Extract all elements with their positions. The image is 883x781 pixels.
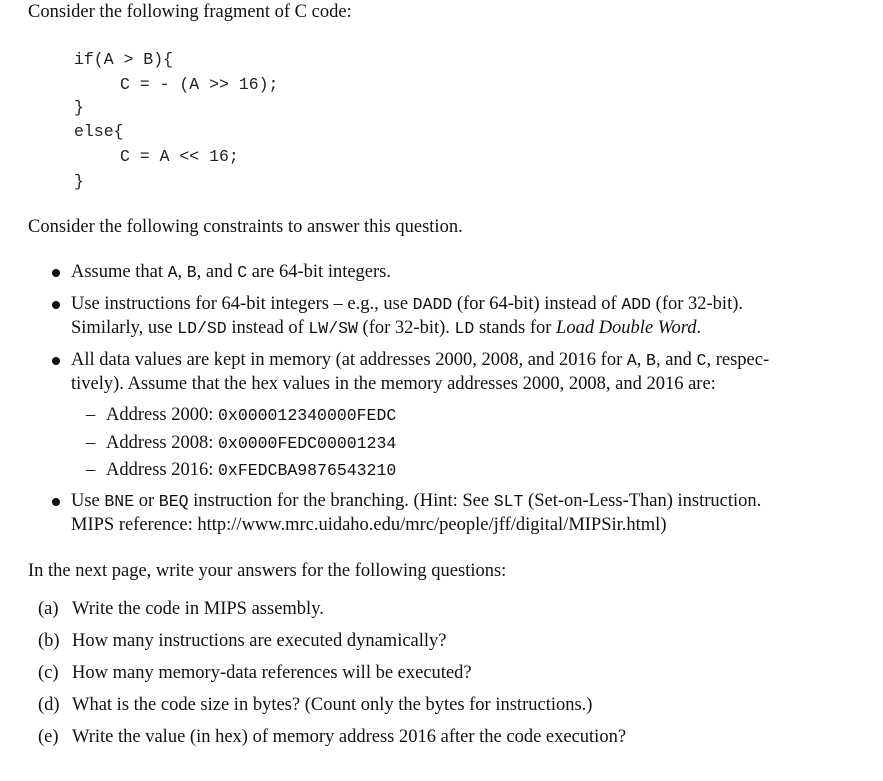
code-line-1: if(A > B){ [74,50,174,69]
question-text: How many instructions are executed dynamically? [72,631,447,651]
code-line-6: } [74,172,84,191]
constraints-intro: Consider the following constraints to answer this question. [28,217,463,237]
code-line-4: else{ [74,122,124,141]
dash-marker: – [86,460,96,480]
question-label: (d) [38,695,60,715]
bullet-1-text: Assume that A, B, and C are 64-bit integers. [71,262,392,282]
bullet-dot [52,357,60,365]
code-line-2: C = - (A >> 16); [120,75,279,94]
address-item: Address 2016: 0xFEDCBA9876543210 [106,460,397,480]
bullet-4-line-2: MIPS reference: http://www.mrc.uidaho.edu/mrc/people/jff/digital/MIPSir.html) [71,515,667,535]
bullet-dot [52,498,60,506]
address-item: Address 2000: 0x000012340000FEDC [106,405,397,425]
question-label: (c) [38,663,59,683]
bullet-dot [52,269,60,277]
bullet-dot [52,301,60,309]
dash-marker: – [86,433,96,453]
code-line-5: C = A << 16; [120,147,239,166]
question-text: How many memory-data references will be executed? [72,663,472,683]
question-text: Write the value (in hex) of memory address 2016 after the code execution? [72,727,627,747]
question-label: (a) [38,599,59,619]
question-text: What is the code size in bytes? (Count only the bytes for instructions.) [72,695,593,715]
bullet-3-line-1: All data values are kept in memory (at addresses 2000, 2008, and 2016 for A, B, and C, respec- [71,350,770,370]
code-line-3: } [74,98,84,117]
question-label: (e) [38,727,59,747]
bullet-2-line-2: Similarly, use LD/SD instead of LW/SW (for 32-bit). LD stands for Load Double Word. [71,318,702,338]
bullet-2-line-1: Use instructions for 64-bit integers – e.g., use DADD (for 64-bit) instead of ADD (for 32-bit). [71,294,743,314]
bullet-3-line-2: tively). Assume that the hex values in the memory addresses 2000, 2008, and 2016 are: [71,374,716,394]
questions-intro: In the next page, write your answers for the following questions: [28,561,507,581]
question-label: (b) [38,631,60,651]
address-item: Address 2008: 0x0000FEDC00001234 [106,433,397,453]
dash-marker: – [86,405,96,425]
intro-text: Consider the following fragment of C code: [28,2,352,22]
bullet-4-line-1: Use BNE or BEQ instruction for the branching. (Hint: See SLT (Set-on-Less-Than) instruction. [71,491,762,511]
question-text: Write the code in MIPS assembly. [72,599,324,619]
